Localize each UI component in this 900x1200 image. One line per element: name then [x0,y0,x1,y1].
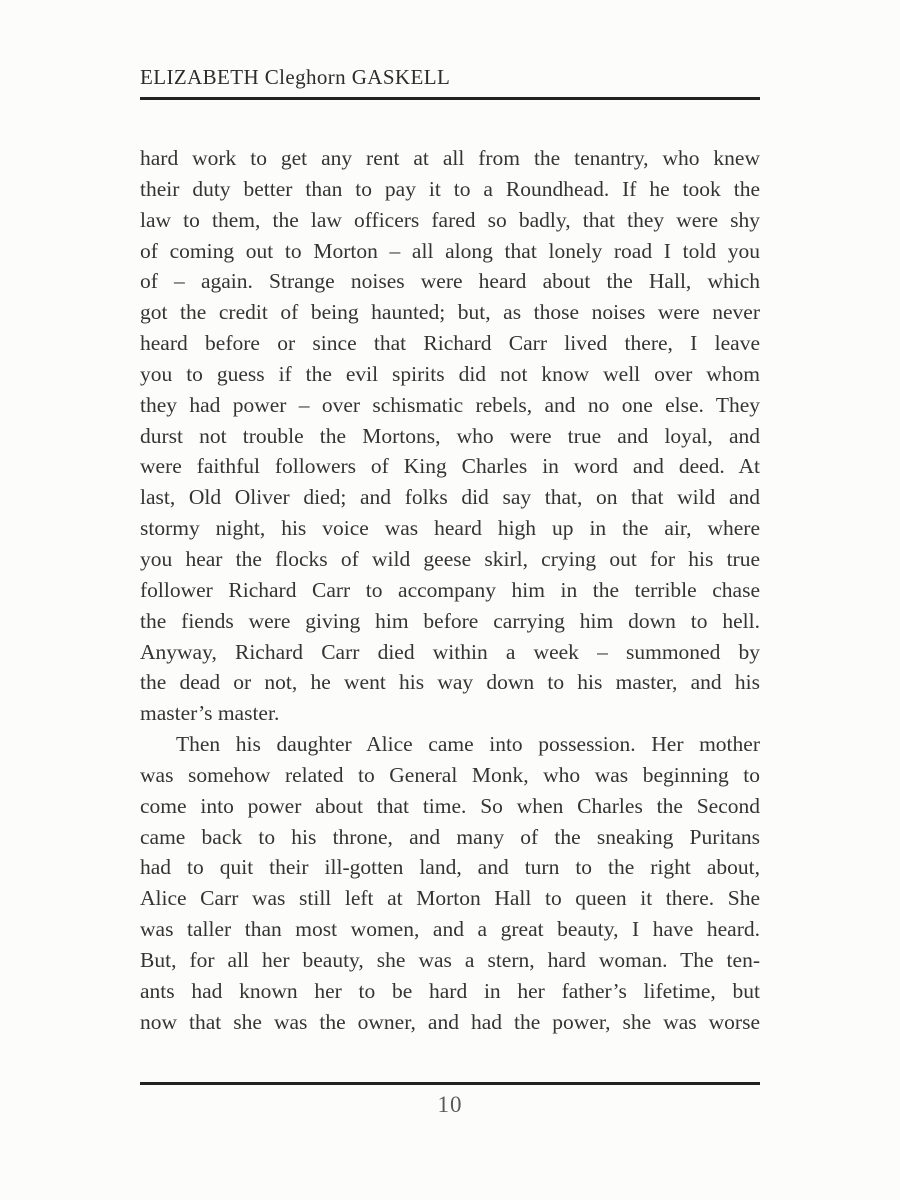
text-line: now that she was the owner, and had the power, she was worse [140,1009,760,1034]
text-line: you hear the flocks of wild geese skirl, crying out for his true [140,546,760,571]
page-header [140,64,760,100]
text-line: they had power – over schismatic rebels, and no one else. They [140,392,760,417]
text-line: was taller than most women, and a great beauty, I have heard. [140,917,760,942]
text-line: of coming out to Morton – all along that lonely road I told you [140,238,760,263]
text-line: their duty better than to pay it to a Roundhead. If he took the [140,176,760,201]
text-line: Anyway, Richard Carr died within a week – summoned by [140,639,760,664]
header-rule [140,97,760,100]
page-number: 10 [437,1092,463,1118]
running-header-title: ELIZABETH Cleghorn GASKELL [140,65,451,89]
text-line: come into power about that time. So when Charles the Second [140,793,760,818]
text-line: got the credit of being haunted; but, as those noises were never [140,300,760,325]
text-line: came back to his throne, and many of the sneaking Puritans [140,824,760,849]
text-line: last, Old Oliver died; and folks did say that, on that wild and [140,485,760,510]
text-line: you to guess if the evil spirits did not know well over whom [140,361,760,386]
text-line: Then his daughter Alice came into possession. Her mother [176,732,760,757]
text-line: ants had known her to be hard in her father’s lifetime, but [140,978,760,1003]
text-line: heard before or since that Richard Carr lived there, I leave [140,331,760,356]
footer-rule [140,1082,760,1085]
text-line: of – again. Strange noises were heard about the Hall, which [140,269,760,294]
text-line: hard work to get any rent at all from the tenantry, who knew [140,146,760,170]
text-line: was somehow related to General Monk, who was beginning to [140,762,760,787]
text-line: law to them, the law officers fared so badly, that they were shy [140,207,760,232]
text-line: the fiends were giving him before carrying him down to hell. [140,608,760,633]
text-line: stormy night, his voice was heard high up in the air, where [140,516,760,541]
text-line: had to quit their ill-gotten land, and turn to the right about, [140,855,760,880]
text-line: follower Richard Carr to accompany him in the terrible chase [140,577,760,602]
text-line: the dead or not, he went his way down to his master, and his [140,670,760,695]
book-page [140,0,760,1118]
text-line: But, for all her beauty, she was a stern, hard woman. The ten- [140,947,760,972]
page-footer [140,1082,760,1118]
text-line: master’s master. [140,701,280,726]
text-line: durst not trouble the Mortons, who were true and loyal, and [140,423,760,448]
text-line: Alice Carr was still left at Morton Hall to queen it there. She [140,886,760,911]
text-body [140,143,760,1037]
paragraph [140,729,760,1037]
text-line: were faithful followers of King Charles in word and deed. At [140,454,760,479]
paragraph [140,143,760,729]
